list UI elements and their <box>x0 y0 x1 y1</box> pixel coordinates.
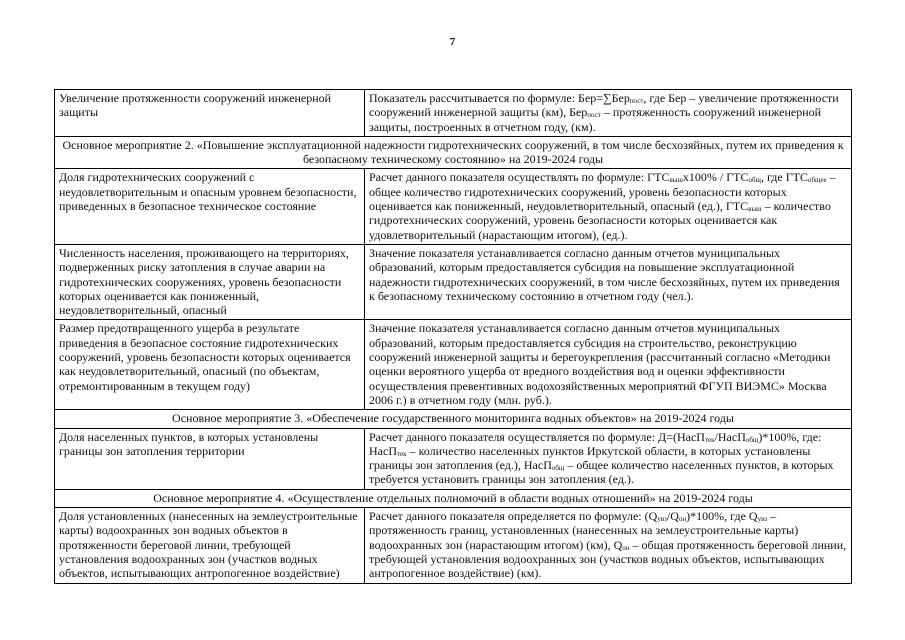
table-row <box>55 320 852 410</box>
indicator-cell: Численность населения, проживающего на территориях, подверженных риску затопления в случае аварии на гидротехнических сооружениях, уровень безопасности которых оценивается как пониженный, неудовлетворительный, опасный <box>55 244 365 319</box>
formula-subscript: общ <box>745 435 759 444</box>
formula-subscript: увз <box>757 515 768 524</box>
table-row <box>55 90 852 137</box>
table-row <box>55 508 852 583</box>
formula-subscript: выш <box>748 205 762 214</box>
section-row <box>55 489 852 507</box>
method-text: Расчет данного показателя осуществлять по формуле: ГТС <box>369 170 670 185</box>
calculation-method-cell <box>365 244 852 319</box>
method-text: /НасП <box>714 429 746 444</box>
formula-subscript: увз <box>657 515 667 524</box>
table-row <box>55 169 852 244</box>
indicator-cell: Размер предотвращенного ущерба в результате приведения в безопасное состояние гидротехнических сооружений, уровень безопасности которых оценивается как неудовлетворительный, опасный (по объектам, отремонтированным в текущем году) <box>55 320 365 410</box>
method-text: – общее количество населенных пунктов, в которых требуется установить границы зон затопления (ед.). <box>369 458 834 487</box>
section-heading: Основное мероприятие 4. «Осуществление отдельных полномочий в области водных отношений» на 2019-2024 годы <box>55 489 852 507</box>
method-text: Показатель рассчитывается по формуле: Бер=∑Бер <box>369 91 630 105</box>
method-text: – протяженность сооружений инженерной защиты, построенных в отчетном году, (км). <box>369 105 822 134</box>
method-text: – количество гидротехнических сооружений, уровень безопасности которых оценивается как удовлетворительный (нарастающим итогом), (ед.). <box>369 199 831 242</box>
formula-subscript: общ <box>748 176 761 185</box>
page-number: 7 <box>449 36 456 48</box>
method-text: /Q <box>666 509 679 524</box>
formula-subscript: пост <box>629 97 644 105</box>
method-text: – протяженность границ, установленных (нанесенных на землеустроительные карты) водоохранных зон (нарастающим итогом) (км), Q <box>369 509 799 552</box>
calculation-method-cell <box>365 508 852 583</box>
calculation-method-cell <box>365 169 852 244</box>
method-text: х100% / ГТС <box>682 170 749 185</box>
formula-subscript: он <box>678 515 687 524</box>
method-text: – общее количество гидротехнических сооружений, уровень безопасности которых оценивается как пониженный, неудовлетворительный, опасный (ед.), ГТС <box>369 170 836 214</box>
calculation-method-cell <box>365 320 852 410</box>
formula-subscript: тек <box>396 449 407 458</box>
method-text: Расчет данного показателя определяется по формуле: (Q <box>369 509 658 524</box>
calculation-method-cell <box>365 90 852 137</box>
formula-subscript: общ <box>551 464 565 473</box>
method-text: – количество населенных пунктов Иркутской области, в которых установлены границы зон затопления (ед.), НасП <box>369 443 811 473</box>
section-heading: Основное мероприятие 2. «Повышение эксплуатационной надежности гидротехнических сооружений, в том числе бесхозяйных, путем их приведения к безопасному техническому состоянию» на 2019-2024 годы <box>55 136 852 169</box>
indicator-cell: Увеличение протяженности сооружений инженерной защиты <box>55 90 365 137</box>
method-text: )*100%, где: НасП <box>369 429 822 458</box>
table-row <box>55 244 852 319</box>
method-text: , где ГТС <box>760 170 808 185</box>
formula-subscript: общее <box>807 176 827 185</box>
method-text: Значение показателя устанавливается согласно данным отчетов муниципальных образований, которым предоставляется субсидия на строительство, реконструкцию сооружений инженерной защиты и берегоукрепления (рассчитанный согласно «Методики оценки вероятного ущерба от вредного воздействия вод и оценки эффективности осуществления превентивных водохозяйственных мероприятий ФГУП ВИЭМС» Москва 2006 г.) в отчетном году (млн. руб.). <box>369 321 831 407</box>
method-text: – общая протяженность береговой линии, требующей установления водоохранных зон (участков водных объектов, испытывающих антропогенное воздействие) (км). <box>369 537 847 581</box>
formula-subscript: тек <box>704 435 715 444</box>
formula-subscript: он <box>622 543 630 552</box>
calculation-method-cell <box>365 428 852 489</box>
section-row <box>55 136 852 169</box>
formula-subscript: выш <box>669 176 683 185</box>
method-text: Расчет данного показателя осуществляется по формуле: Д=(НасП <box>369 429 705 444</box>
section-row <box>55 410 852 428</box>
indicator-cell: Доля населенных пунктов, в которых установлены границы зон затопления территории <box>55 428 365 489</box>
indicators-table <box>54 89 852 584</box>
indicator-cell: Доля гидротехнических сооружений с неудовлетворительным и опасным уровнем безопасности, приведенных в безопасное техническое состояние <box>55 169 365 244</box>
method-text: Значение показателя устанавливается согласно данным отчетов муниципальных образований, которым предоставляется субсидия на повышение эксплуатационной надежности гидротехнических сооружений, в том числе бесхозяйных, путем их приведения к безопасному техническому состоянию в отчетном году (чел.). <box>369 245 840 303</box>
table-row <box>55 428 852 489</box>
indicator-cell: Доля установленных (нанесенных на землеустроительные карты) водоохранных зон водных объектов в протяженности береговой линии, требующей установления водоохранных зон (участков водных объектов, испытывающих антропогенное воздействие) <box>55 508 365 583</box>
method-text: , где Бер – увеличение протяженности сооружений инженерной защиты (км), Бер <box>369 91 839 120</box>
formula-subscript: пост <box>587 111 601 120</box>
method-text: )*100%, где Q <box>686 509 758 524</box>
section-heading: Основное мероприятие 3. «Обеспечение государственного мониторинга водных объектов» на 2019-2024 годы <box>55 410 852 428</box>
